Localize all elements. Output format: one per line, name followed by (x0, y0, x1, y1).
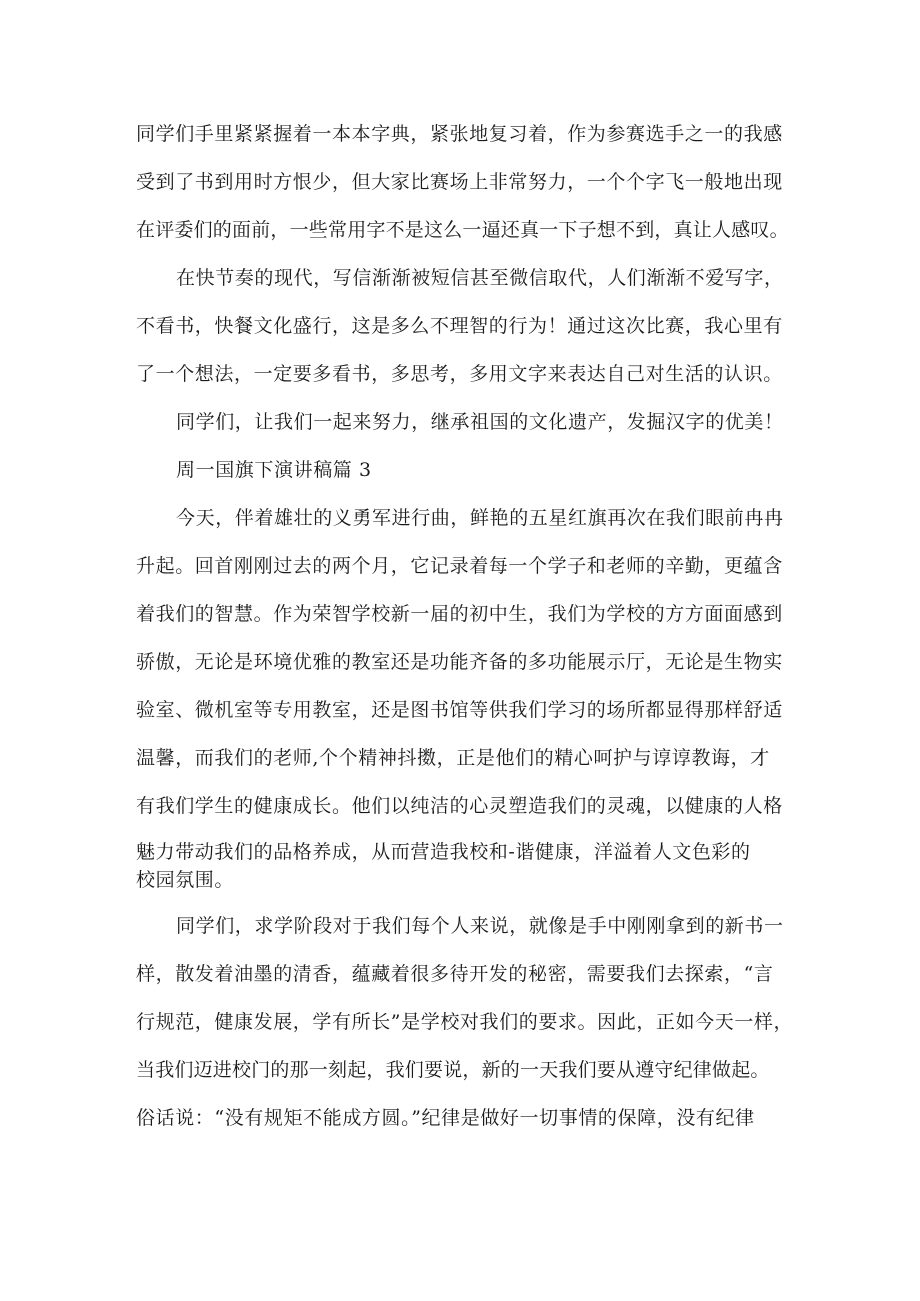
paragraph-line: 行规范，健康发展，学有所长”是学校对我们的要求。因此，正如今天一样， (136, 1011, 794, 1033)
paragraph-line: 今天，伴着雄壮的义勇军进行曲，鲜艳的五星红旗再次在我们眼前冉冉 (176, 507, 784, 529)
paragraph-line: 不看书，快餐文化盛行，这是多么不理智的行为！通过这次比赛，我心里有 (136, 315, 783, 337)
paragraph-line: 样，散发着油墨的清香，蕴藏着很多待开发的秘密，需要我们去探索，“言 (136, 963, 774, 985)
paragraph-line: 着我们的智慧。作为荣智学校新一届的初中生，我们为学校的方方面面感到 (136, 603, 783, 625)
paragraph-line: 温馨，而我们的老师,个个精神抖擞，正是他们的精心呵护与谆谆教诲，才 (136, 747, 770, 769)
paragraph-line: 有我们学生的健康成长。他们以纯洁的心灵塑造我们的灵魂，以健康的人格 (136, 795, 783, 817)
paragraph-line: 同学们，让我们一起来努力，继承祖国的文化遗产，发掘汉字的优美！ (176, 411, 784, 433)
paragraph-line: 了一个想法，一定要多看书，多思考，多用文字来表达自己对生活的认识。 (136, 363, 783, 385)
paragraph-line: 在快节奏的现代，写信渐渐被短信甚至微信取代，人们渐渐不爱写字， (176, 267, 784, 289)
paragraph-line: 同学们手里紧紧握着一本本字典，紧张地复习着，作为参赛选手之一的我感 (136, 123, 783, 145)
paragraph-line: 升起。回首刚刚过去的两个月，它记录着每一个学子和老师的辛勤，更蕴含 (136, 555, 783, 577)
paragraph-line: 验室、微机室等专用教室，还是图书馆等供我们学习的场所都显得那样舒适 (136, 699, 783, 721)
paragraph-line: 骄傲，无论是环境优雅的教室还是功能齐备的多功能展示厅，无论是生物实 (136, 651, 783, 673)
paragraph-line: 校园氛围。 (136, 869, 235, 891)
paragraph-line: 当我们迈进校门的那一刻起，我们要说，新的一天我们要从遵守纪律做起。 (136, 1059, 770, 1081)
paragraph-line: 受到了书到用时方恨少，但大家比赛场上非常努力，一个个字飞一般地出现 (136, 171, 783, 193)
paragraph-line: 魅力带动我们的品格养成，从而营造我校和-谐健康，洋溢着人文色彩的 (136, 841, 751, 863)
paragraph-line: 俗话说：“没有规矩不能成方圆。”纪律是做好一切事情的保障，没有纪律 (136, 1107, 755, 1129)
paragraph-line: 同学们，求学阶段对于我们每个人来说，就像是手中刚刚拿到的新书一 (176, 915, 784, 937)
section-heading: 周一国旗下演讲稿篇 3 (176, 459, 372, 481)
paragraph-line: 在评委们的面前，一些常用字不是这么一逼还真一下子想不到，真让人感叹。 (136, 219, 789, 241)
